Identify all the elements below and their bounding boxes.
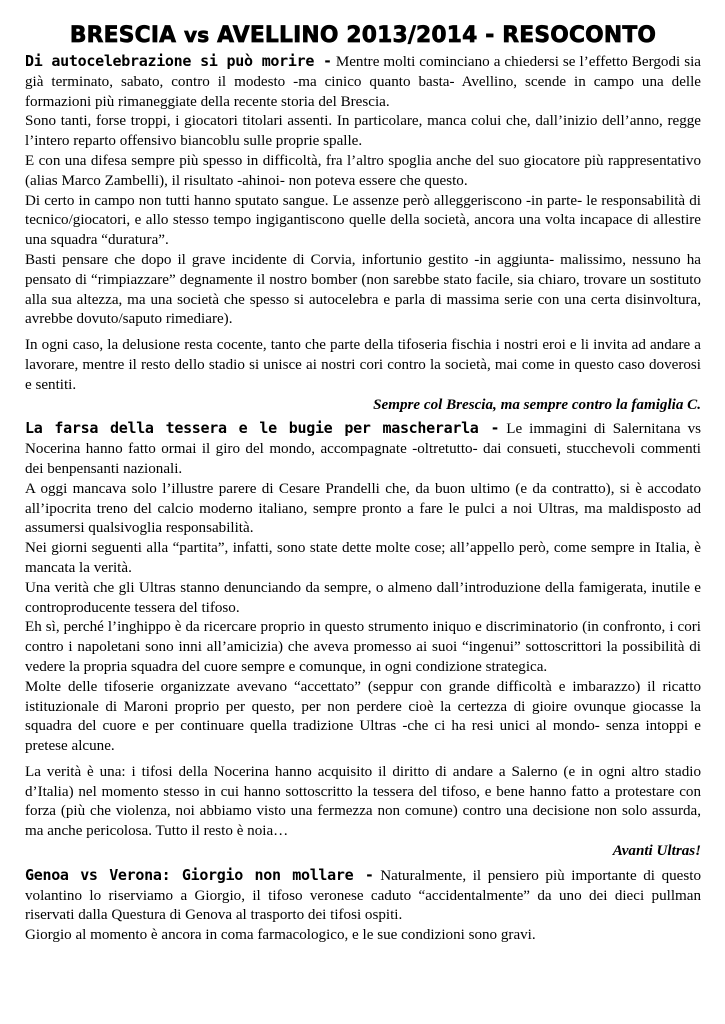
section-heading: Di autocelebrazione si può morire - — [25, 52, 332, 70]
section-autocelebrazione — [25, 52, 701, 415]
section-paragraph: Eh sì, perché l’inghippo è da ricercare proprio in questo strumento iniquo e discriminatorio (in confronto, i cori contro i napoletani sono inni all’amicizia) che aveva promesso ai suoi “ingenui” sottoscrittori la possibilità di vedere la propria squadra del cuore sempre e comunque, in ogni condizione strategica. — [25, 619, 701, 675]
section-paragraph: A oggi mancava solo l’illustre parere di Cesare Prandelli che, da buon ultimo (e da contratto), si è accodato all’ipocrita treno del calcio moderno italiano, sempre pronto a fare le pulci a noi Ultras, ma maldisposto ad assumersi qualsivoglia responsabilità. — [25, 480, 701, 537]
section-paragraph — [25, 419, 701, 479]
section-heading: Genoa vs Verona: Giorgio non mollare - — [25, 865, 374, 884]
title-vs: vs — [184, 23, 210, 47]
paragraph-text: Mentre molti cominciano a chiedersi se l’effetto Bergodi sia già terminato, sabato, contro il modesto -ma cinico quanto basta- Avellino, scende in campo una delle formazioni più rimaneggiate della recente storia del Brescia. — [25, 54, 702, 110]
paragraph-text: Le immagini di Salernitana vs Nocerina hanno fatto ormai il giro del mondo, accompagnate -oltretutto- dai consueti, stucchevoli commenti dei benpensanti nazionali. — [25, 421, 702, 477]
section-paragraph: Sono tanti, forse troppi, i giocatori titolari assenti. In particolare, manca colui che, dall’inizio dell’anno, regge l’intero reparto offensivo biancoblu sulle proprie spalle. — [25, 113, 701, 150]
section-paragraph: La verità è una: i tifosi della Nocerina hanno acquisito il diritto di andare a Salerno (e in ogni altro stadio d’Italia) nel momento stesso in cui hanno sottoscritto la tessera del tifoso, e bene hanno fatto a protestare con forza (più che violenza, noi abbiamo visto una fermezza non comune) contro una decisione non solo assurda, ma anche pericolosa. Tutto il resto è noia… — [25, 763, 701, 840]
title-left: BRESCIA — [69, 23, 177, 48]
section-paragraph: In ogni caso, la delusione resta cocente, tanto che parte della tifoseria fischia i nostri eroi e li invita ad andare a lavorare, mentre il resto dello stadio si unisce ai nostri cori contro la società, mai come in questo caso doverosi e sentiti. — [25, 337, 701, 393]
section-paragraph: Giorgio al momento è ancora in coma farmacologico, e le sue condizioni sono gravi. — [25, 927, 536, 944]
section-genoa-verona — [25, 866, 701, 946]
section-heading: La farsa della tessera e le bugie per mascherarla - — [25, 419, 500, 438]
section-paragraph: E con una difesa sempre più spesso in difficoltà, fra l’altro spoglia anche del suo giocatore più rappresentativo (alias Marco Zambelli), il risultato -ahinoi- non poteva essere che questo. — [25, 152, 701, 189]
section-paragraph: Una verità che gli Ultras stanno denunciando da sempre, o almeno dall’introduzione della famigerata, inutile e controproducente tessera del tifoso. — [25, 579, 701, 616]
section-signature: Sempre col Brescia, ma sempre contro la famiglia C. — [373, 396, 701, 413]
section-tessera — [25, 419, 701, 862]
section-paragraph: Di certo in campo non tutti hanno sputato sangue. Le assenze però alleggeriscono -in parte- le responsabilità di tecnico/giocatori, e allo stesso tempo ingigantiscono quelle della società, ancora una volta incapace di allestire una squadra “duratura”. — [25, 192, 701, 249]
section-paragraph — [25, 866, 701, 926]
flyer-page — [25, 20, 701, 946]
document-title — [25, 20, 701, 51]
section-paragraph — [25, 52, 701, 112]
section-paragraph: Molte delle tifoserie organizzate avevano “accettato” (seppur con grande difficoltà e imbarazzo) il ricatto istituzionale di Maroni proprio per questo, per non perdere cioè la certezza di gioire ovunque giocasse la squadra del cuore e per continuare quella tradizione Ultras -che ci ha resi unici al mondo- senza intoppi e pretese alcune. — [25, 678, 701, 755]
title-right: AVELLINO 2013/2014 - RESOCONTO — [217, 23, 657, 48]
section-signature: Avanti Ultras! — [612, 843, 701, 860]
paragraph-text: Naturalmente, il pensiero più importante di questo volantino lo riserviamo a Giorgio, il tifoso veronese caduto “accidentalmente” da uno dei dieci pullman riservati dalla Questura di Genova al trasporto dei tifosi ospiti. — [25, 867, 701, 924]
section-paragraph: Nei giorni seguenti alla “partita”, infatti, sono state dette molte cose; all’appello però, come sempre in Italia, è mancata la verità. — [25, 540, 701, 576]
section-paragraph: Basti pensare che dopo il grave incidente di Corvia, infortunio gestito -in aggiunta- malissimo, nessuno ha pensato di “rimpiazzare” degnamente il nostro bomber (non sarebbe stato facile, sia chiaro, trovare un sostituto alla sua altezza, ma una società che spesso si autocelebra e parla di massima serie con una certa disinvoltura, avrebbe dovuto/saputo rimediare). — [25, 251, 701, 328]
